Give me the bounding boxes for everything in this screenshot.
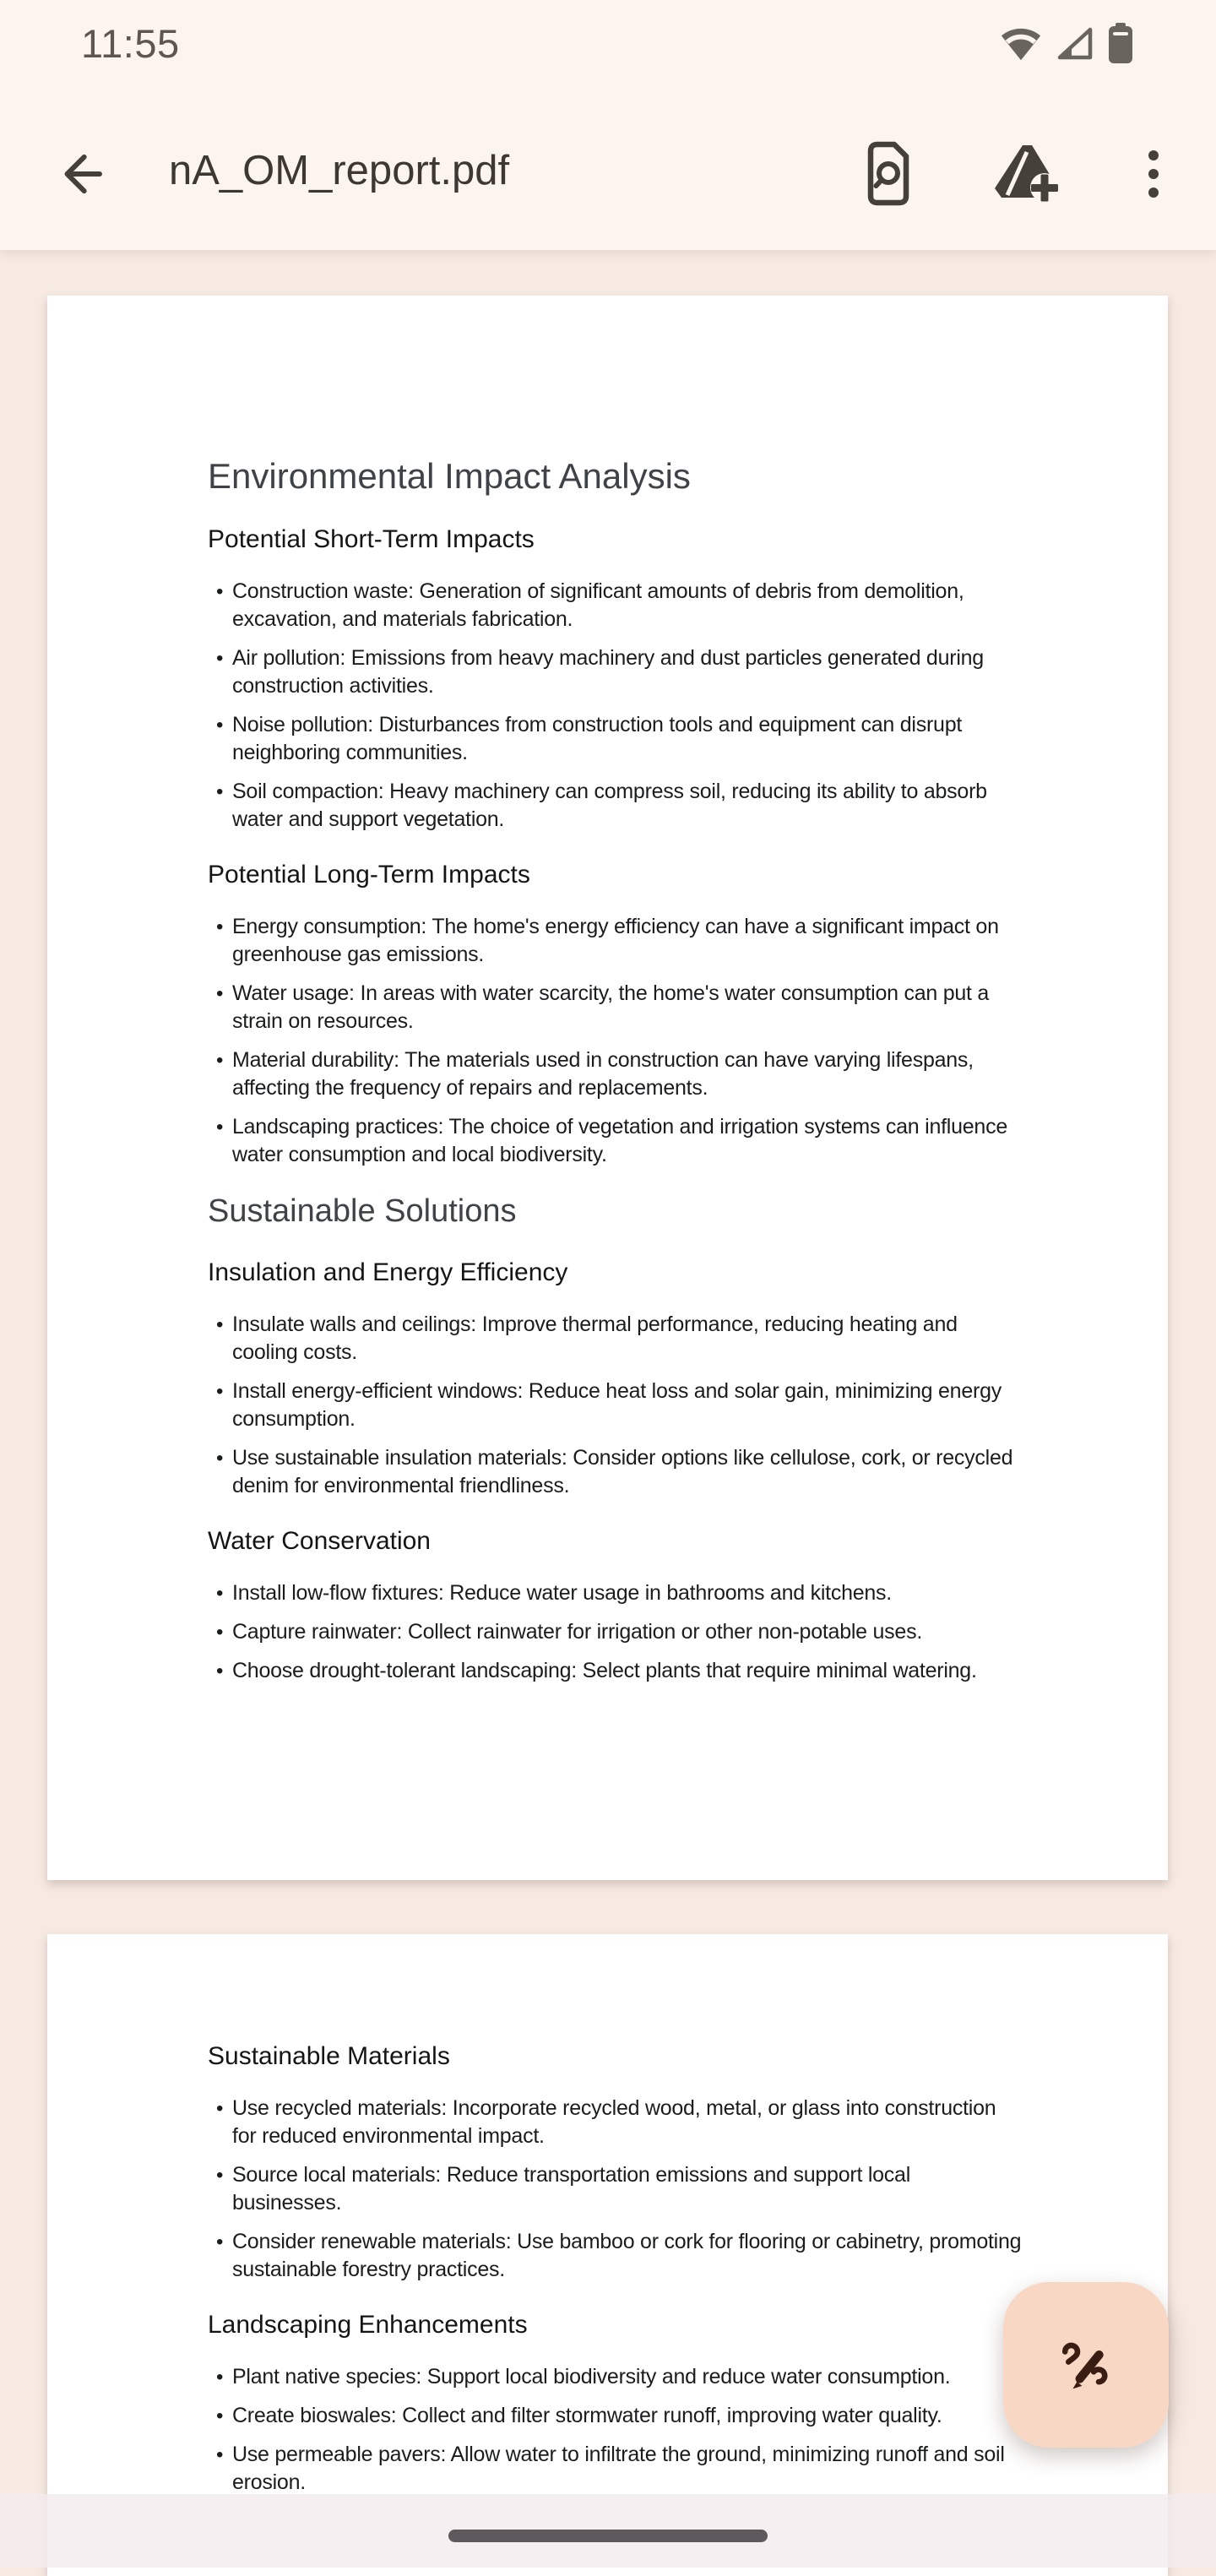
bullet-item: • Source local materials: Reduce transportation emissions and support local businesses. bbox=[232, 2161, 1022, 2217]
find-in-document-button[interactable] bbox=[851, 137, 926, 211]
doc-heading-h3: Potential Long-Term Impacts bbox=[208, 861, 530, 889]
doc-heading-h3: Water Conservation bbox=[208, 1527, 431, 1555]
stylus-note-icon bbox=[1049, 2328, 1123, 2402]
doc-heading-h3: Potential Short-Term Impacts bbox=[208, 525, 535, 553]
cell-signal-icon bbox=[1054, 24, 1094, 62]
bullet-list bbox=[208, 913, 1040, 1169]
doc-heading-h3: Landscaping Enhancements bbox=[208, 2311, 528, 2339]
status-bar bbox=[0, 0, 1216, 100]
bullet-item: • Install low-flow fixtures: Reduce water usage in bathrooms and kitchens. bbox=[232, 1579, 1022, 1607]
drive-add-icon bbox=[992, 144, 1061, 204]
doc-heading-h1: Environmental Impact Analysis bbox=[208, 456, 691, 496]
bullet-list bbox=[208, 1311, 1040, 1500]
status-icons bbox=[1000, 22, 1135, 64]
bullet-list bbox=[208, 2363, 1040, 2497]
add-to-drive-button[interactable] bbox=[988, 137, 1066, 211]
pdf-scroll-area[interactable] bbox=[0, 250, 1216, 2568]
gesture-pill[interactable] bbox=[448, 2530, 768, 2542]
bullet-item: • Use sustainable insulation materials: Consider options like cellulose, cork, or recycled denim for environmental friendliness. bbox=[232, 1444, 1022, 1500]
back-arrow-icon bbox=[53, 146, 109, 202]
bullet-item: • Landscaping practices: The choice of vegetation and irrigation systems can influence water consumption and local biodiversity. bbox=[232, 1113, 1022, 1169]
bullet-item: • Energy consumption: The home's energy efficiency can have a significant impact on greenhouse gas emissions. bbox=[232, 913, 1022, 969]
top-chrome bbox=[0, 0, 1216, 250]
pdf-page-2 bbox=[47, 1934, 1168, 2576]
bullet-item: • Construction waste: Generation of significant amounts of debris from demolition, excavation, and materials fabrication. bbox=[232, 578, 1022, 633]
annotate-fab[interactable] bbox=[1003, 2282, 1169, 2448]
battery-icon bbox=[1106, 23, 1135, 63]
bullet-item: • Consider renewable materials: Use bamboo or cork for flooring or cabinetry, promoting sustainable forestry practices. bbox=[232, 2228, 1022, 2284]
doc-heading-h3: Sustainable Materials bbox=[208, 2042, 450, 2070]
bullet-list bbox=[208, 578, 1040, 834]
bullet-item: • Insulate walls and ceilings: Improve thermal performance, reducing heating and cooling costs. bbox=[232, 1311, 1022, 1367]
doc-heading-h2: Sustainable Solutions bbox=[208, 1193, 517, 1229]
bullet-list bbox=[208, 1579, 1040, 1685]
bullet-item: • Create bioswales: Collect and filter stormwater runoff, improving water quality. bbox=[232, 2402, 1022, 2430]
wifi-icon bbox=[1000, 24, 1042, 62]
pdf-page-1 bbox=[47, 296, 1168, 1880]
bullet-item: • Soil compaction: Heavy machinery can compress soil, reducing its ability to absorb water and support vegetation. bbox=[232, 778, 1022, 834]
bullet-item: • Use permeable pavers: Allow water to infiltrate the ground, minimizing runoff and soil erosion. bbox=[232, 2441, 1022, 2497]
bullet-item: • Air pollution: Emissions from heavy machinery and dust particles generated during construction activities. bbox=[232, 644, 1022, 700]
bullet-item: • Material durability: The materials used in construction can have varying lifespans, affecting the frequency of repairs and replacements. bbox=[232, 1046, 1022, 1102]
status-clock: 11:55 bbox=[81, 21, 180, 66]
bottom-scrim bbox=[0, 2494, 1216, 2568]
bullet-list bbox=[208, 2095, 1040, 2284]
document-title: nA_OM_report.pdf bbox=[169, 148, 510, 193]
bullet-item: • Noise pollution: Disturbances from construction tools and equipment can disrupt neighboring communities. bbox=[232, 711, 1022, 767]
bullet-item: • Plant native species: Support local biodiversity and reduce water consumption. bbox=[232, 2363, 1022, 2391]
app-bar bbox=[0, 100, 1216, 250]
bullet-item: • Water usage: In areas with water scarcity, the home's water consumption can put a strain on resources. bbox=[232, 980, 1022, 1035]
document-search-icon bbox=[863, 141, 914, 207]
bullet-item: • Use recycled materials: Incorporate recycled wood, metal, or glass into construction for reduced environmental impact. bbox=[232, 2095, 1022, 2150]
bullet-item: • Choose drought-tolerant landscaping: Select plants that require minimal watering. bbox=[232, 1657, 1022, 1685]
bullet-item: • Capture rainwater: Collect rainwater for irrigation or other non-potable uses. bbox=[232, 1618, 1022, 1646]
back-button[interactable] bbox=[44, 137, 118, 211]
more-options-button[interactable] bbox=[1118, 137, 1189, 211]
overflow-menu-icon bbox=[1148, 149, 1159, 198]
bullet-item: • Install energy-efficient windows: Reduce heat loss and solar gain, minimizing energy consumption. bbox=[232, 1378, 1022, 1433]
doc-heading-h3: Insulation and Energy Efficiency bbox=[208, 1258, 568, 1286]
